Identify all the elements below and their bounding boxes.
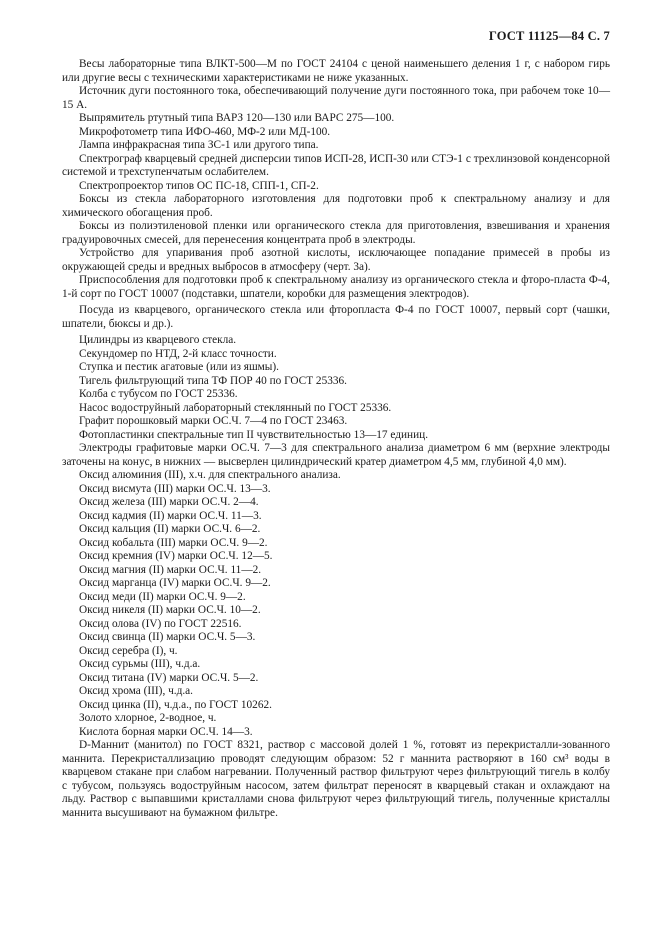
paragraph: D-Маннит (манитол) по ГОСТ 8321, раствор с массовой долей 1 %, готовят из перекристалли-зованного маннита. Перекристаллизацию проводят следующим образом: 52 г маннита растворяют в 160 см³ воды в кварцевом стакане при слабом нагревании. Полученный раствор фильтруют через фильтрующий тигель в колбу с тубусом, пользуясь водоструйным насосом, затем фильтрат переносят в кварцевый стакан и охлаждают на льду. Раствор с выпавшими кристаллами снова фильтруют через фильтрующий тигель, полученные кристаллы маннита высушивают на бумажном фильтре. <box>62 739 610 819</box>
paragraph: Источник дуги постоянного тока, обеспечивающий получение дуги постоянного тока, при рабочем токе 10—15 А. <box>62 85 610 111</box>
paragraph: Выпрямитель ртутный типа ВАРЗ 120—130 или ВАРС 275—100. <box>79 112 395 124</box>
paragraph: Оксид алюминия (III), х.ч. для спектрального анализа. <box>79 469 341 481</box>
paragraph: Электроды графитовые марки ОС.Ч. 7—3 для спектрального анализа диаметром 6 мм (верхние электроды заточены на конус, в нижних — высверлен цилиндрический кратер диаметром 4,5 мм, глубиной 4,0 мм). <box>62 442 610 468</box>
document-body <box>62 58 610 820</box>
paragraph: Оксид железа (III) марки ОС.Ч. 2—4. <box>79 496 259 508</box>
paragraph: Оксид никеля (II) марки ОС.Ч. 10—2. <box>79 604 261 616</box>
paragraph: Ступка и пестик агатовые (или из яшмы). <box>79 361 279 373</box>
paragraph: Золото хлорное, 2-водное, ч. <box>79 712 217 724</box>
paragraph: Секундомер по НТД, 2-й класс точности. <box>79 347 277 360</box>
paragraph: Оксид серебра (I), ч. <box>79 644 178 657</box>
paragraph: Весы лабораторные типа ВЛКТ-500—М по ГОСТ 24104 с ценой наименьшего деления 1 г, с набором гирь или другие весы с техническими характеристиками не ниже указанных. <box>62 58 610 84</box>
paragraph: Оксид висмута (III) марки ОС.Ч. 13—3. <box>79 482 271 495</box>
paragraph: Цилиндры из кварцевого стекла. <box>79 334 237 346</box>
paragraph: Боксы из полиэтиленовой пленки или органического стекла для приготовления, взвешивания и хранения градуировочных смесей, для перенесения концентрата проб в электроды. <box>62 220 610 246</box>
paragraph: Колба с тубусом по ГОСТ 25336. <box>79 388 238 400</box>
paragraph: Фотопластинки спектральные тип II чувствительностью 13—17 единиц. <box>79 428 429 441</box>
paragraph: Оксид титана (IV) марки ОС.Ч. 5—2. <box>79 671 259 684</box>
paragraph: Оксид марганца (IV) марки ОС.Ч. 9—2. <box>79 577 271 589</box>
paragraph: Оксид олова (IV) по ГОСТ 22516. <box>79 617 242 630</box>
paragraph: Устройство для упаривания проб азотной кислоты, исключающее попадание примесей в пробы из окружающей среды и вредных выбросов в атмосферу (черт. 3а). <box>62 247 610 273</box>
paragraph: Насос водоструйный лабораторный стеклянный по ГОСТ 25336. <box>79 401 392 414</box>
page-header: ГОСТ 11125—84 С. 7 <box>488 29 610 43</box>
paragraph: Лампа инфракрасная типа ЗС-1 или другого типа. <box>79 139 319 151</box>
paragraph: Графит порошковый марки ОС.Ч. 7—4 по ГОСТ 23463. <box>79 415 348 427</box>
paragraph: Оксид кадмия (II) марки ОС.Ч. 11—3. <box>79 509 262 522</box>
paragraph: Оксид кремния (IV) марки ОС.Ч. 12—5. <box>79 550 273 562</box>
paragraph: Оксид свинца (II) марки ОС.Ч. 5—3. <box>79 631 256 643</box>
paragraph: Оксид хрома (III), ч.д.а. <box>79 685 194 697</box>
paragraph: Тигель фильтрующий типа ТФ ПОР 40 по ГОСТ 25336. <box>79 374 347 387</box>
paragraph: Оксид меди (II) марки ОС.Ч. 9—2. <box>79 590 246 603</box>
paragraph: Оксид магния (II) марки ОС.Ч. 11—2. <box>79 563 262 576</box>
paragraph: Спектропроектор типов ОС ПС-18, СПП-1, СП-2. <box>79 179 319 192</box>
paragraph: Микрофотометр типа ИФО-460, МФ-2 или МД-100. <box>79 125 331 138</box>
paragraph: Оксид цинка (II), ч.д.а., по ГОСТ 10262. <box>79 698 272 711</box>
paragraph: Приспособления для подготовки проб к спектральному анализу из органического стекла и фторо-пласта Ф-4, 1-й сорт по ГОСТ 10007 (подставки, шпатели, коробки для размещения электродов). <box>62 274 610 300</box>
paragraph: Оксид кобальта (III) марки ОС.Ч. 9—2. <box>79 536 268 549</box>
paragraph: Спектрограф кварцевый средней дисперсии типов ИСП-28, ИСП-30 или СТЭ-1 с трехлинзовой конденсорной системой и трехступенчатым ослабителем. <box>62 152 610 178</box>
paragraph: Оксид кальция (II) марки ОС.Ч. 6—2. <box>79 523 261 535</box>
paragraph: Кислота борная марки ОС.Ч. 14—3. <box>79 725 253 738</box>
paragraph: Оксид сурьмы (III), ч.д.а. <box>79 658 201 670</box>
paragraph: Посуда из кварцевого, органического стекла или фторопласта Ф-4 по ГОСТ 10007, первый сорт (чашки, шпатели, бюксы и др.). <box>62 304 610 330</box>
paragraph: Боксы из стекла лабораторного изготовления для подготовки проб к спектральному анализу и для химического обогащения проб. <box>62 193 610 219</box>
